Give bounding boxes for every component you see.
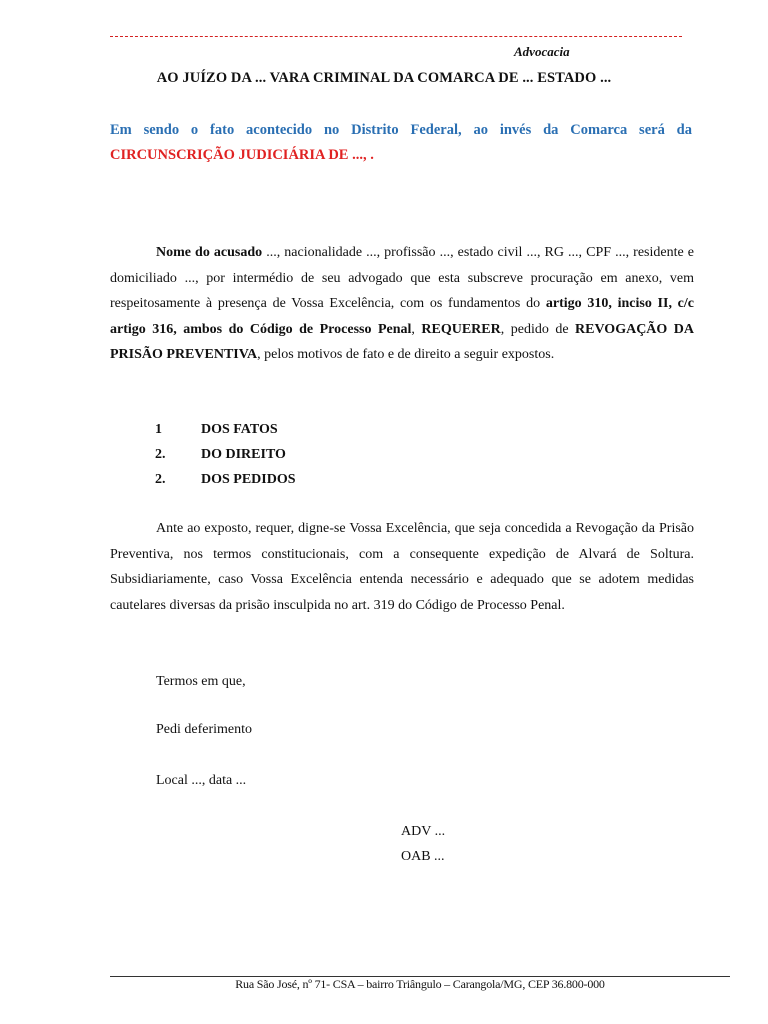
header-dashed-rule: [110, 36, 682, 37]
request-keyword: REQUERER: [421, 321, 501, 337]
legal-basis: artigo 310, inciso II, c/c artigo 316, ambos do Código de Processo Penal: [110, 296, 694, 337]
signature-lawyer: ADV ...: [401, 824, 446, 839]
section-title: DO DIREITO: [201, 447, 286, 462]
intro-text-1: ..., nacionalidade ..., profissão ..., estado civil ..., RG ..., CPF ..., residente e domiciliado ..., por intermédio de seu advogado que esta subscreve procuração em anexo, vem respeitosamente à presença de Vossa Excelência, com os fundamentos do: [110, 245, 694, 311]
jurisdiction-note-highlight: CIRCUNSCRIÇÃO JUDICIÁRIA DE ..., .: [110, 147, 374, 163]
section-number: 1: [155, 422, 162, 437]
jurisdiction-note: [110, 118, 692, 168]
footer-address: Rua São José, nº 71- CSA – bairro Triângulo – Carangola/MG, CEP 36.800-000: [235, 977, 605, 991]
intro-text-2: ,: [411, 321, 422, 337]
jurisdiction-note-text: Em sendo o fato acontecido no Distrito Federal, ao invés da Comarca será da: [110, 122, 692, 138]
closing-request: Pedi deferimento: [156, 722, 253, 737]
firm-brand: Advocacia: [514, 44, 570, 59]
intro-text-4: , pelos motivos de fato e de direito a seguir expostos.: [257, 347, 555, 362]
intro-text-3: , pedido de: [500, 321, 576, 337]
closing-place-date: Local ..., data ...: [156, 773, 247, 788]
accused-label: Nome do acusado: [156, 245, 263, 260]
court-heading: AO JUÍZO DA ... VARA CRIMINAL DA COMARCA DE ... ESTADO ...: [156, 70, 612, 86]
section-item-direito: [155, 442, 286, 467]
section-number: 2.: [155, 472, 166, 487]
conclusion-paragraph: Ante ao exposto, requer, digne-se Vossa Excelência, que seja concedida a Revogação da Prisão Preventiva, nos termos constitucionais, com a consequente expedição de Alvará de Soltura. Subsidiariamente, caso Vossa Excelência entenda necessário e adequado que se adotem medidas cautelares diversas da prisão insculpida no art. 319 do Código de Processo Penal.: [110, 521, 694, 613]
closing-terms: Termos em que,: [156, 674, 246, 689]
section-title: DOS PEDIDOS: [201, 472, 296, 487]
section-title: DOS FATOS: [201, 422, 278, 437]
section-item-fatos: [155, 417, 278, 442]
section-item-pedidos: [155, 467, 296, 492]
section-number: 2.: [155, 447, 166, 462]
intro-paragraph: [110, 240, 694, 368]
signature-oab: OAB ...: [401, 849, 445, 864]
petition-title: REVOGAÇÃO DA PRISÃO PREVENTIVA: [110, 321, 695, 362]
